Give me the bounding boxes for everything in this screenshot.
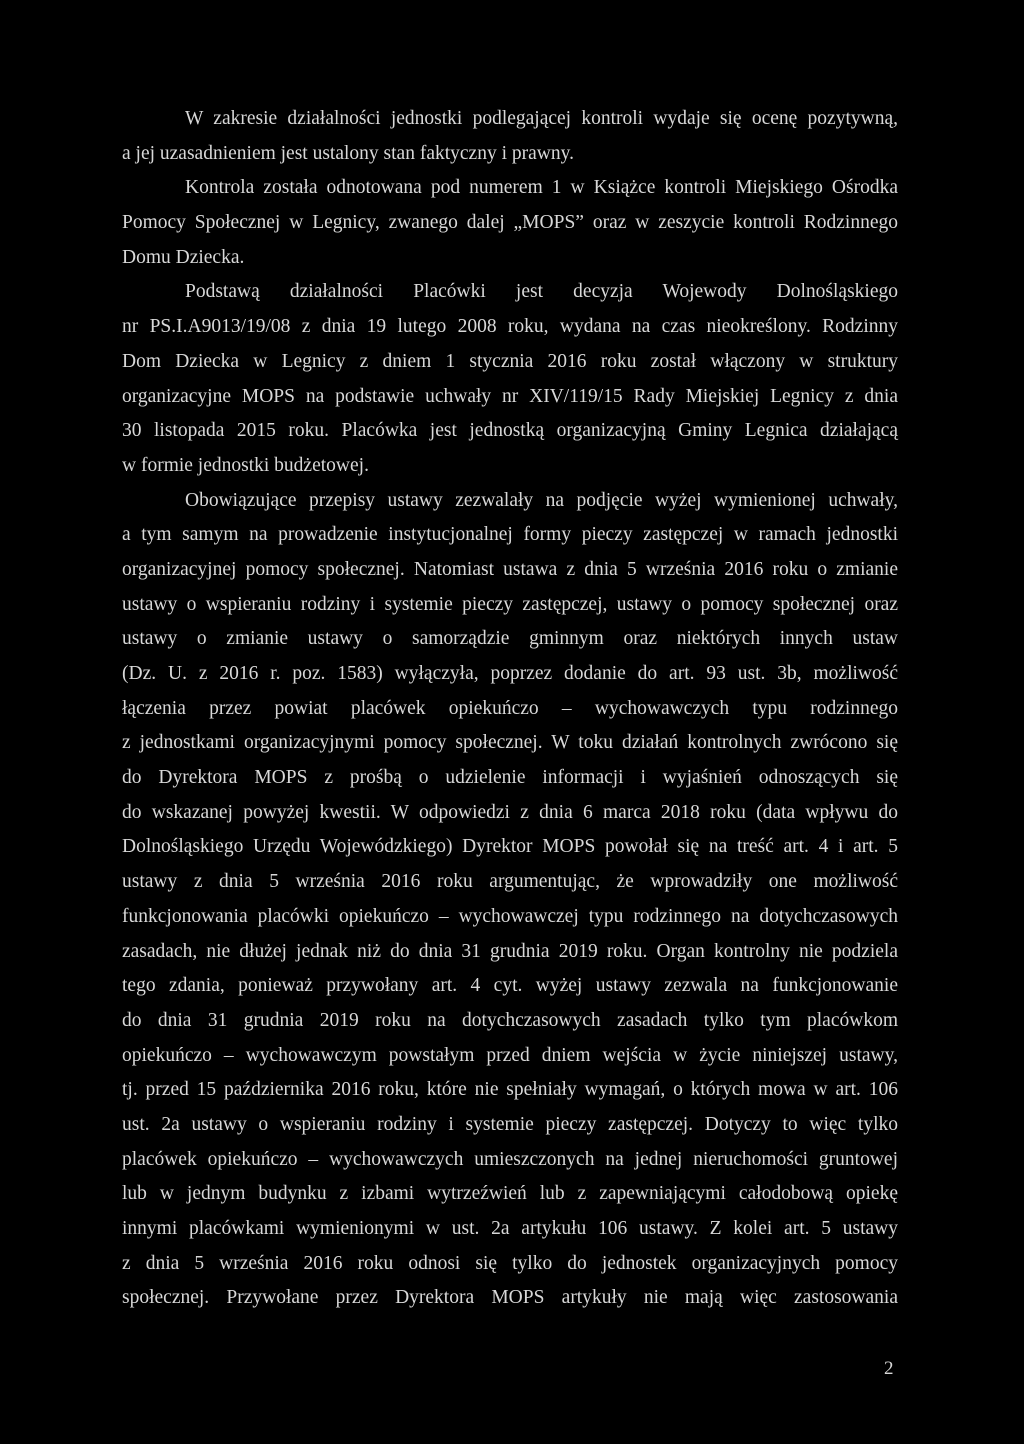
text-line: Obowiązujące przepisy ustawy zezwalały na podjęcie wyżej wymienionej uchwały, [185, 489, 898, 511]
text-line: funkcjonowania placówki opiekuńczo – wychowawczej typu rodzinnego na dotychczasowych [122, 905, 898, 927]
text-line: W zakresie działalności jednostki podlegającej kontroli wydaje się ocenę pozytywną, [185, 108, 898, 129]
text-line: do wskazanej powyżej kwestii. W odpowiedzi z dnia 6 marca 2018 roku (data wpływu do [122, 801, 898, 823]
text-line: tj. przed 15 października 2016 roku, które nie spełniały wymagań, o których mowa w art. 106 [122, 1079, 898, 1101]
text-line: tego zdania, ponieważ przywołany art. 4 cyt. wyżej ustawy zezwala na funkcjonowanie [122, 975, 898, 997]
text-line: a jej uzasadnieniem jest ustalony stan faktyczny i prawny. [122, 142, 574, 164]
text-line: ust. 2a ustawy o wspieraniu rodziny i systemie pieczy zastępczej. Dotyczy to więc tylko [122, 1113, 898, 1135]
text-line: Dolnośląskiego Urzędu Wojewódzkiego) Dyrektor MOPS powołał się na treść art. 4 i art. 5 [122, 836, 898, 858]
page-number: 2 [884, 1358, 894, 1379]
text-line: Pomocy Społecznej w Legnicy, zwanego dalej „MOPS” oraz w zeszycie kontroli Rodzinnego [122, 212, 898, 234]
text-line: zasadach, nie dłużej jednak niż do dnia 31 grudnia 2019 roku. Organ kontrolny nie podziela [122, 940, 898, 962]
text-line: Podstawą działalności Placówki jest decyzja Wojewody Dolnośląskiego [185, 281, 898, 303]
text-line: Dom Dziecka w Legnicy z dniem 1 stycznia 2016 roku został włączony w struktury [122, 350, 898, 372]
text-line: a tym samym na prowadzenie instytucjonalnej formy pieczy zastępczej w ramach jednostki [122, 524, 898, 546]
text-line: w formie jednostki budżetowej. [122, 454, 369, 476]
text-line: ustawy z dnia 5 września 2016 roku argumentując, że wprowadziły one możliwość [122, 871, 898, 893]
text-line: opiekuńczo – wychowawczym powstałym przed dniem wejścia w życie niniejszej ustawy, [122, 1044, 898, 1066]
text-line: lub w jednym budynku z izbami wytrzeźwień lub z zapewniającymi całodobową opiekę [122, 1183, 898, 1205]
text-line: do dnia 31 grudnia 2019 roku na dotychczasowych zasadach tylko tym placówkom [122, 1009, 898, 1031]
text-line: łączenia przez powiat placówek opiekuńczo – wychowawczych typu rodzinnego [122, 697, 898, 719]
text-line: społecznej. Przywołane przez Dyrektora MOPS artykuły nie mają więc zastosowania [122, 1287, 898, 1309]
text-line: innymi placówkami wymienionymi w ust. 2a artykułu 106 ustawy. Z kolei art. 5 ustawy [122, 1218, 898, 1239]
text-line: z jednostkami organizacyjnymi pomocy społecznej. W toku działań kontrolnych zwrócono się [122, 732, 898, 754]
text-line: (Dz. U. z 2016 r. poz. 1583) wyłączyła, poprzez dodanie do art. 93 ust. 3b, możliwość [122, 663, 898, 684]
text-line: Domu Dziecka. [122, 246, 245, 268]
text-line: organizacyjne MOPS na podstawie uchwały nr XIV/119/15 Rady Miejskiej Legnicy z dnia [122, 385, 898, 407]
text-line: Kontrola została odnotowana pod numerem 1 w Książce kontroli Miejskiego Ośrodka [185, 177, 898, 199]
text-line: 30 listopada 2015 roku. Placówka jest jednostką organizacyjną Gminy Legnica działającą [122, 420, 898, 442]
text-line: nr PS.I.A9013/19/08 z dnia 19 lutego 2008 roku, wydana na czas nieokreślony. Rodzinny [122, 316, 898, 338]
text-line: ustawy o wspieraniu rodziny i systemie pieczy zastępczej, ustawy o pomocy społecznej oraz [122, 593, 898, 615]
text-line: ustawy o zmianie ustawy o samorządzie gminnym oraz niektórych innych ustaw [122, 628, 898, 650]
text-line: placówek opiekuńczo – wychowawczych umieszczonych na jednej nieruchomości gruntowej [122, 1148, 898, 1170]
text-line: do Dyrektora MOPS z prośbą o udzielenie informacji i wyjaśnień odnoszących się [122, 767, 898, 789]
document-body [122, 102, 898, 1316]
text-line: organizacyjnej pomocy społecznej. Natomiast ustawa z dnia 5 września 2016 roku o zmianie [122, 558, 898, 580]
document-page [122, 102, 898, 1316]
text-line: z dnia 5 września 2016 roku odnosi się tylko do jednostek organizacyjnych pomocy [122, 1252, 898, 1274]
